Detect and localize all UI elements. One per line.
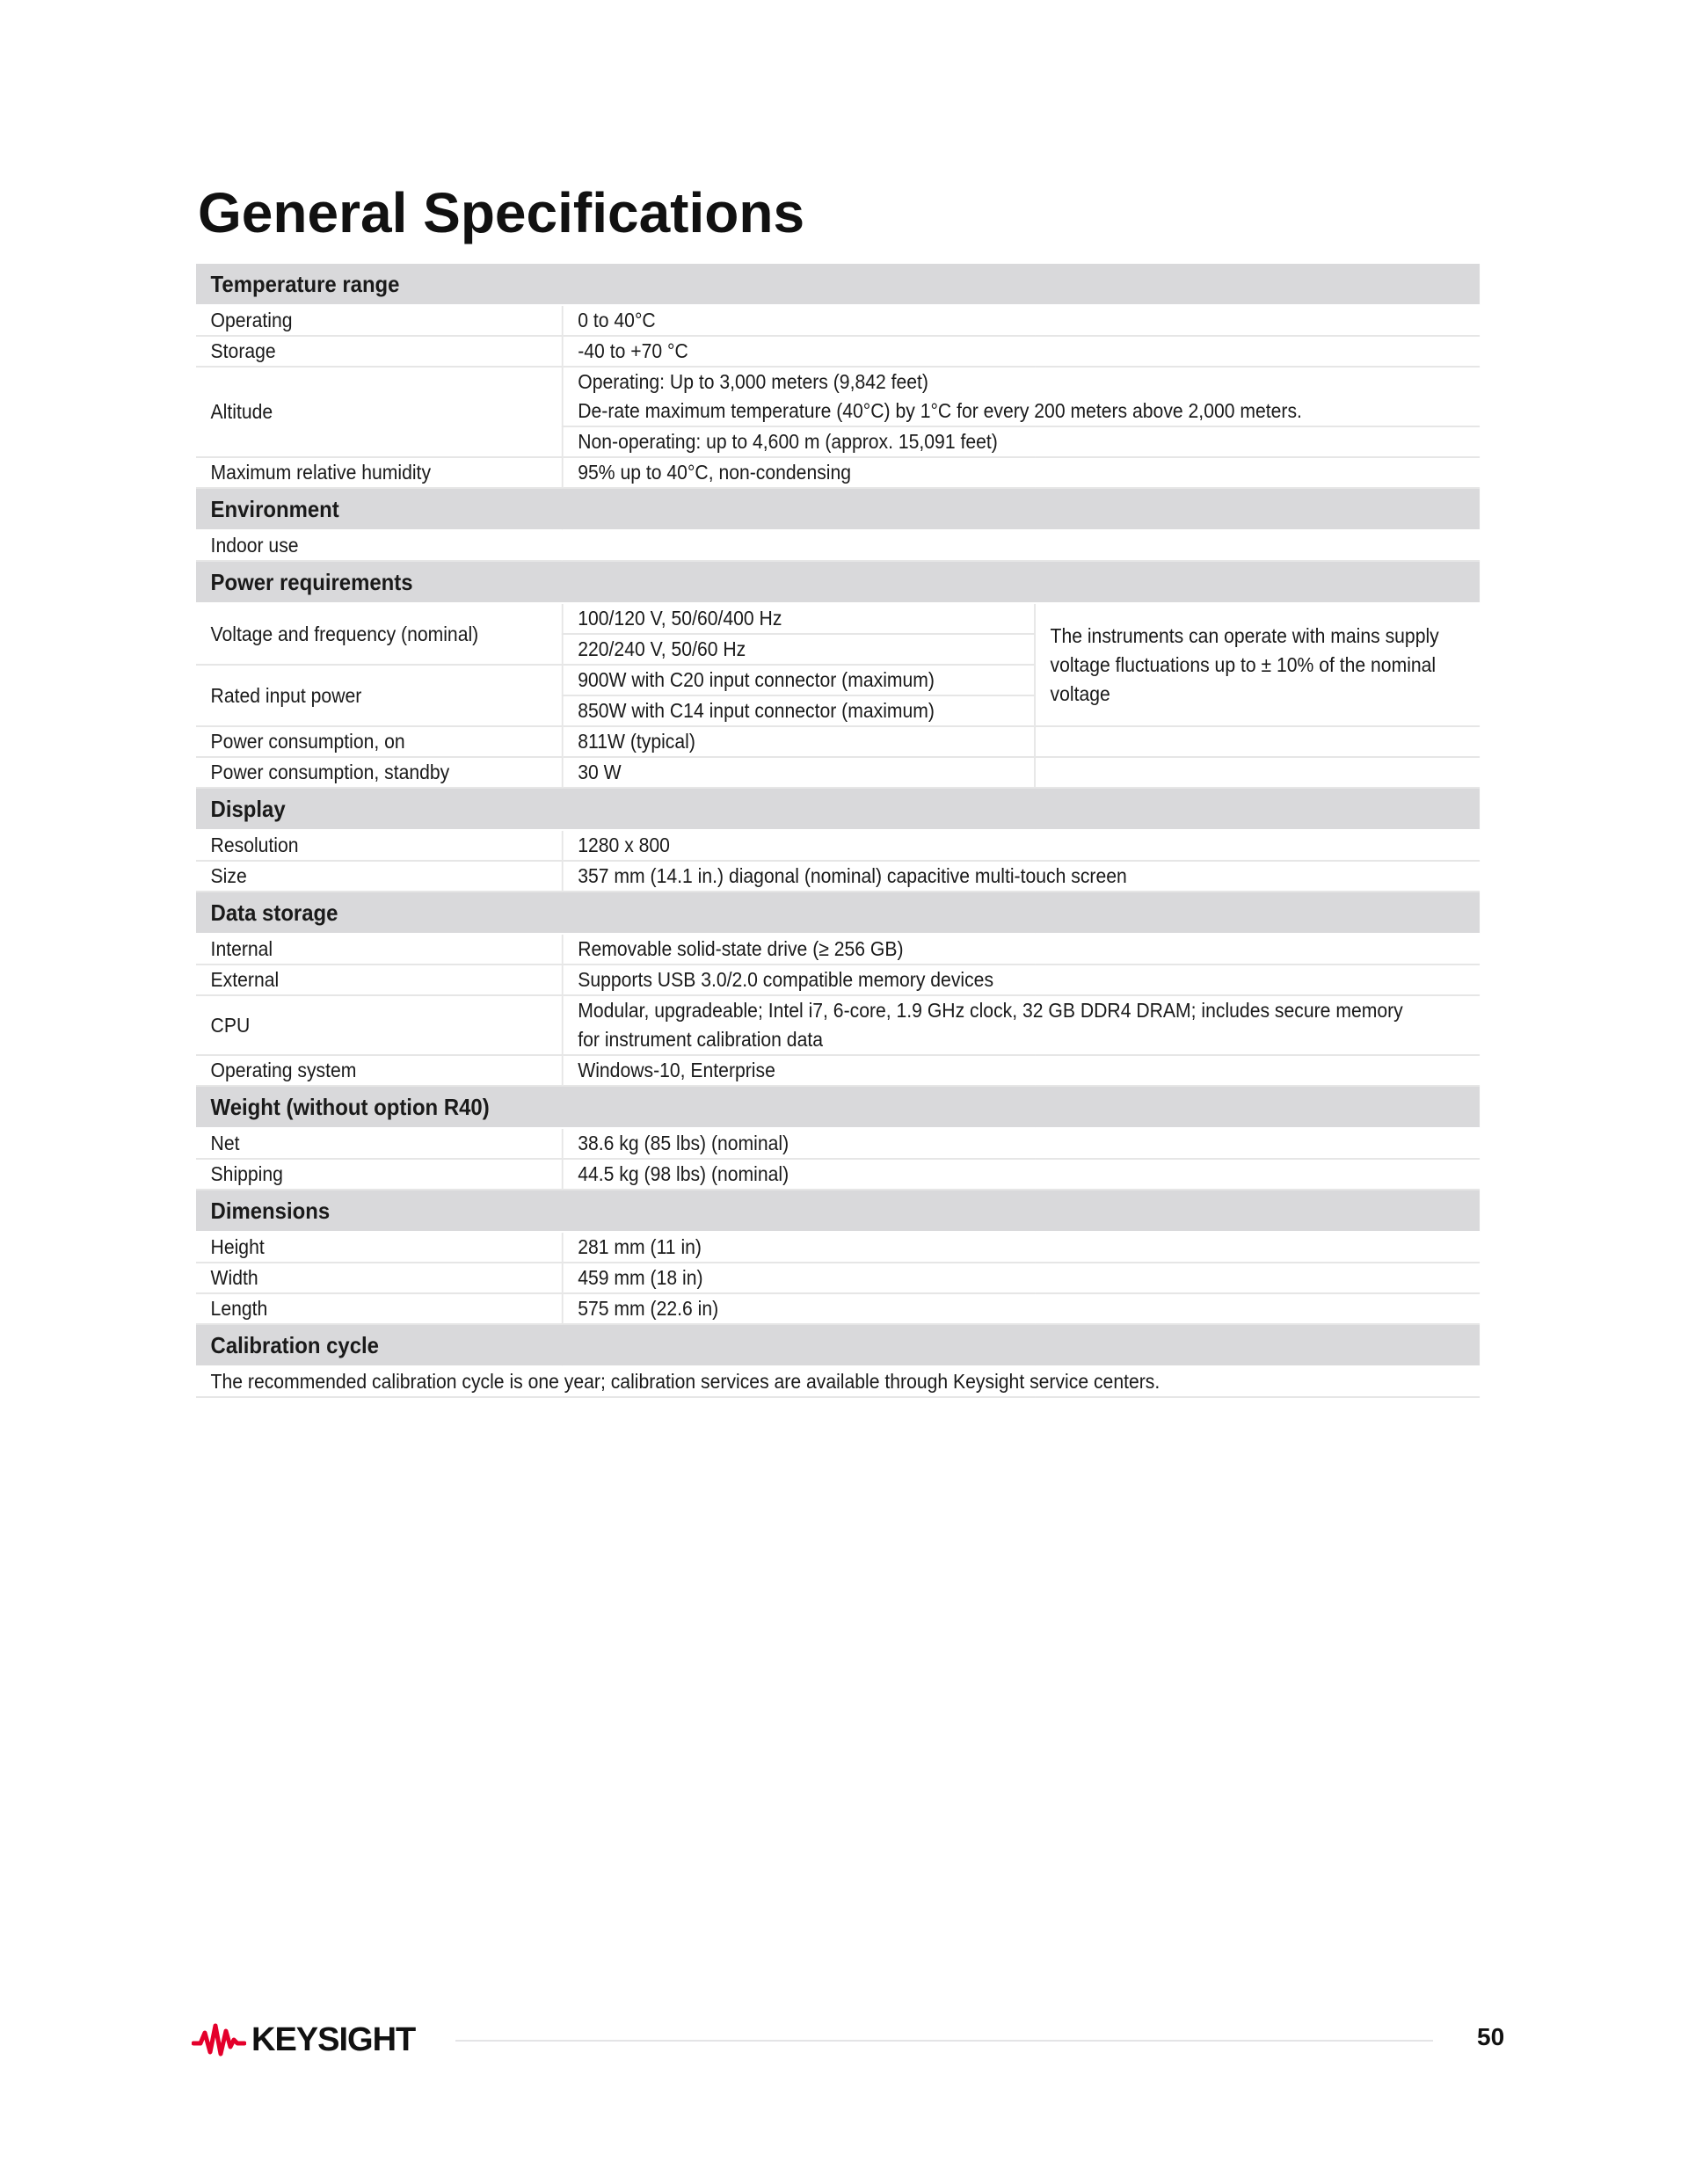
table-row xyxy=(196,1293,1480,1324)
section-title: Dimensions xyxy=(196,1190,1480,1232)
table-row xyxy=(196,995,1480,1055)
table-row xyxy=(196,530,1480,561)
spec-label: Length xyxy=(196,1293,563,1324)
spec-label: Width xyxy=(196,1263,563,1293)
table-row xyxy=(196,367,1480,426)
section-header-data-storage xyxy=(196,892,1480,934)
spec-label: Power consumption, standby xyxy=(196,757,563,788)
keysight-wave-icon xyxy=(192,2020,246,2059)
section-title: Power requirements xyxy=(196,561,1480,603)
table-row xyxy=(196,1263,1480,1293)
spec-value: 459 mm (18 in) xyxy=(563,1263,1480,1293)
spec-value: 100/120 V, 50/60/400 Hz xyxy=(563,603,1035,634)
section-header-display xyxy=(196,788,1480,830)
power-note: The instruments can operate with mains supply voltage fluctuations up to ± 10% of the nominal voltage xyxy=(1035,603,1480,726)
spec-value: 281 mm (11 in) xyxy=(563,1232,1480,1263)
spec-value: 95% up to 40°C, non-condensing xyxy=(563,457,1480,488)
spec-value: 900W with C20 input connector (maximum) xyxy=(563,665,1035,695)
spec-value: 38.6 kg (85 lbs) (nominal) xyxy=(563,1128,1480,1159)
brand-name: KEYSIGHT xyxy=(251,2020,416,2058)
spec-value: The recommended calibration cycle is one year; calibration services are available through Keysight service centers. xyxy=(196,1366,1480,1397)
section-header-power xyxy=(196,561,1480,603)
spec-value xyxy=(563,367,1480,426)
spec-label: Size xyxy=(196,861,563,892)
spec-label: Storage xyxy=(196,336,563,367)
section-header-dimensions xyxy=(196,1190,1480,1232)
section-header-calibration xyxy=(196,1324,1480,1366)
spec-value: 850W with C14 input connector (maximum) xyxy=(563,695,1035,726)
table-row xyxy=(196,1159,1480,1190)
spec-label: Operating xyxy=(196,305,563,336)
spec-value: 575 mm (22.6 in) xyxy=(563,1293,1480,1324)
empty-cell xyxy=(1035,726,1480,757)
table-row xyxy=(196,457,1480,488)
spec-value: 220/240 V, 50/60 Hz xyxy=(563,634,1035,665)
table-row xyxy=(196,305,1480,336)
table-row xyxy=(196,603,1480,634)
spec-label: Height xyxy=(196,1232,563,1263)
spec-value: Removable solid-state drive (≥ 256 GB) xyxy=(563,934,1480,965)
spec-label: Rated input power xyxy=(196,665,563,726)
page-title: General Specifications xyxy=(198,181,805,244)
table-row xyxy=(196,934,1480,965)
table-row xyxy=(196,861,1480,892)
spec-label: Shipping xyxy=(196,1159,563,1190)
table-row xyxy=(196,1055,1480,1086)
altitude-line-1: Operating: Up to 3,000 meters (9,842 feet) xyxy=(578,370,928,393)
cpu-line-1: Modular, upgradeable; Intel i7, 6-core, 1.9 GHz clock, 32 GB DDR4 DRAM; includes secure memory xyxy=(578,999,1403,1022)
footer-divider xyxy=(455,2040,1433,2042)
spec-value xyxy=(563,995,1480,1055)
spec-label: Altitude xyxy=(196,367,563,457)
spec-label: Internal xyxy=(196,934,563,965)
spec-label: Power consumption, on xyxy=(196,726,563,757)
spec-value: Indoor use xyxy=(196,530,1480,561)
section-header-weight xyxy=(196,1086,1480,1128)
spec-value: 30 W xyxy=(563,757,1035,788)
section-header-environment xyxy=(196,488,1480,530)
section-title: Display xyxy=(196,788,1480,830)
table-row xyxy=(196,1128,1480,1159)
section-title: Data storage xyxy=(196,892,1480,934)
spec-value: Windows-10, Enterprise xyxy=(563,1055,1480,1086)
table-row xyxy=(196,1366,1480,1397)
spec-value: 1280 x 800 xyxy=(563,830,1480,861)
spec-value: 44.5 kg (98 lbs) (nominal) xyxy=(563,1159,1480,1190)
section-title: Environment xyxy=(196,488,1480,530)
table-row xyxy=(196,757,1480,788)
page-number: 50 xyxy=(1477,2023,1505,2050)
section-title: Temperature range xyxy=(196,264,1480,305)
section-title: Calibration cycle xyxy=(196,1324,1480,1366)
spec-label: Voltage and frequency (nominal) xyxy=(196,603,563,665)
spec-value: 811W (typical) xyxy=(563,726,1035,757)
spec-label: External xyxy=(196,965,563,995)
section-header-temperature xyxy=(196,264,1480,305)
table-row xyxy=(196,336,1480,367)
table-row xyxy=(196,1232,1480,1263)
spec-label: CPU xyxy=(196,995,563,1055)
spec-value: Supports USB 3.0/2.0 compatible memory devices xyxy=(563,965,1480,995)
table-row xyxy=(196,830,1480,861)
spec-label: Net xyxy=(196,1128,563,1159)
spec-value: Non-operating: up to 4,600 m (approx. 15,091 feet) xyxy=(563,426,1480,457)
empty-cell xyxy=(1035,757,1480,788)
table-row xyxy=(196,726,1480,757)
spec-value: 0 to 40°C xyxy=(563,305,1480,336)
specifications-table xyxy=(196,264,1480,1398)
section-title: Weight (without option R40) xyxy=(196,1086,1480,1128)
spec-value: -40 to +70 °C xyxy=(563,336,1480,367)
spec-label: Operating system xyxy=(196,1055,563,1086)
cpu-line-2: for instrument calibration data xyxy=(578,1028,823,1051)
table-row xyxy=(196,965,1480,995)
spec-value: 357 mm (14.1 in.) diagonal (nominal) capacitive multi-touch screen xyxy=(563,861,1480,892)
spec-label: Maximum relative humidity xyxy=(196,457,563,488)
keysight-logo xyxy=(192,2020,415,2059)
altitude-line-2: De-rate maximum temperature (40°C) by 1°C for every 200 meters above 2,000 meters. xyxy=(578,399,1302,422)
spec-label: Resolution xyxy=(196,830,563,861)
